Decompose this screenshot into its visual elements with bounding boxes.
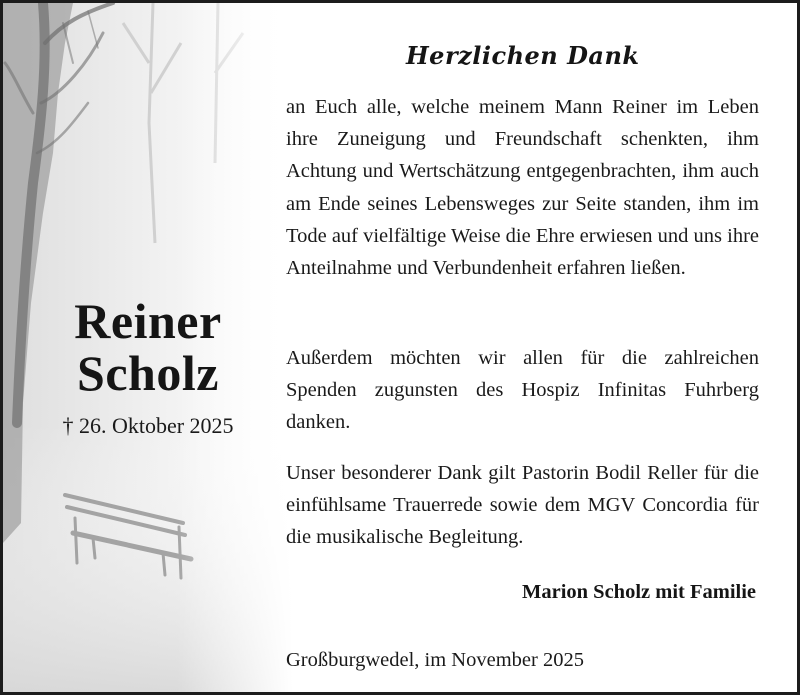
deceased-first-name: Reiner	[74, 293, 222, 349]
place-and-date: Großburgwedel, im November 2025	[286, 649, 584, 671]
signature: Marion Scholz mit Familie	[522, 581, 756, 603]
paragraph-donations: Außerdem möchten wir allen für die zahlreichen Spenden zugunsten des Hospiz Infinitas Fuhrberg danken.	[286, 347, 759, 434]
death-date: † 26. Oktober 2025	[62, 413, 234, 438]
paragraph-thanks: an Euch alle, welche meinem Mann Reiner im Leben ihre Zuneigung und Freundschaft schenkten, ihm Achtung und Wertschätzung entgegenbrachten, ihm auch am Ende seines Lebensweges zur Seite standen, ihm im Tode auf vielfältige Weise die Ehre erwiesen und uns ihre Anteilnahme und Verbundenheit erfahren ließen.	[286, 96, 759, 280]
deceased-last-name: Scholz	[77, 345, 219, 401]
heading-thanks: Herzlichen Dank	[406, 41, 640, 70]
paragraph-special-thanks: Unser besonderer Dank gilt Pastorin Bodil Reller für die einfühlsame Trauerrede sowie dem MGV Concordia für die musikalische Begleitung.	[286, 462, 759, 549]
deceased-name-block	[3, 295, 293, 439]
